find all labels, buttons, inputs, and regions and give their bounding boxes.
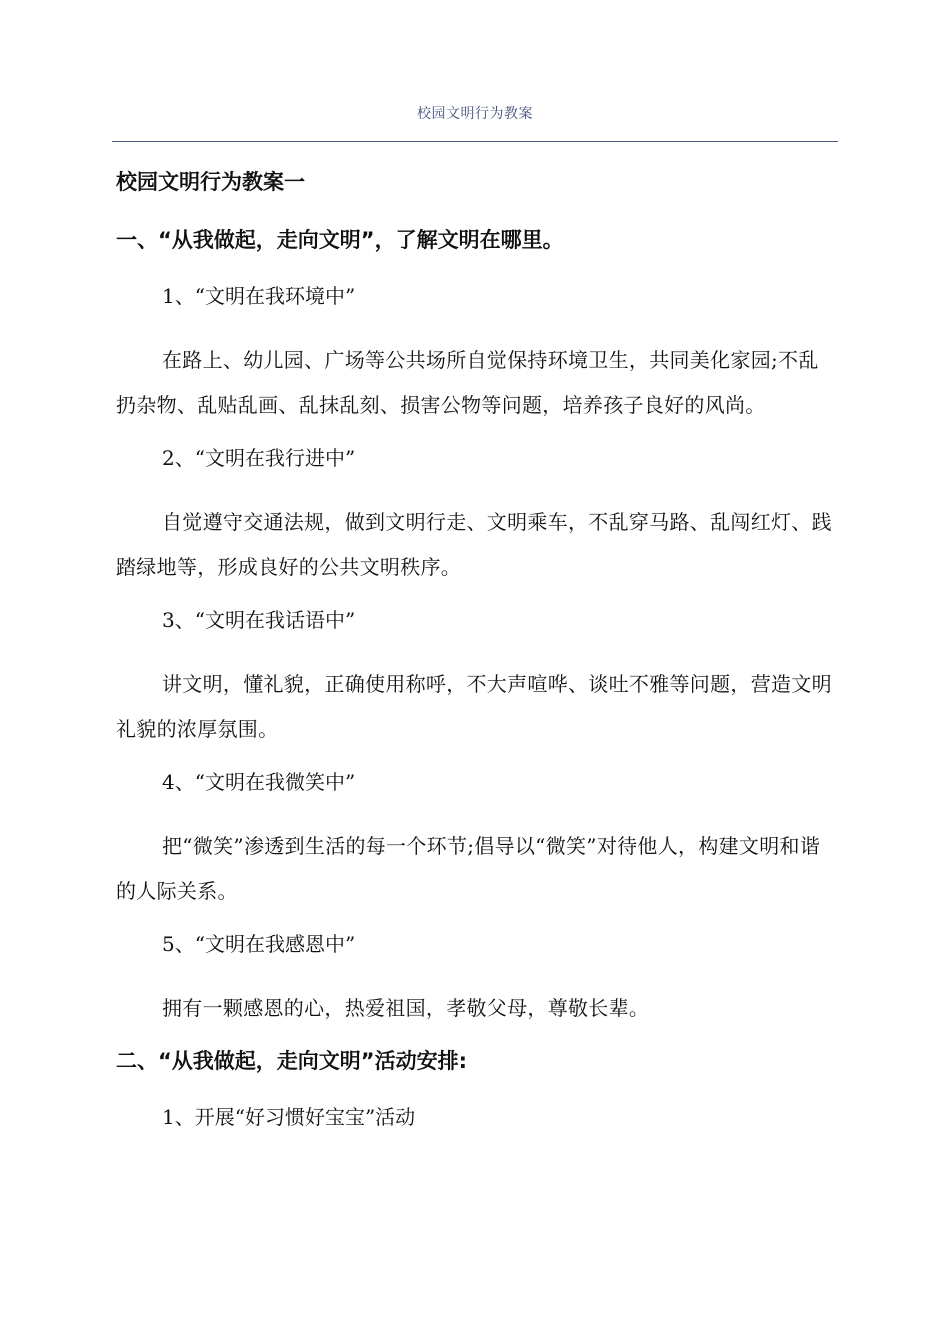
item-text-travel: 自觉遵守交通法规，做到文明行走、文明乘车，不乱穿马路、乱闯红灯、践踏绿地等，形成良好的公共文明秩序。	[116, 510, 832, 579]
running-header: 校园文明行为教案	[417, 106, 533, 122]
header-divider	[112, 141, 838, 142]
section-heading-2: 二、“从我做起，走向文明”活动安排:	[116, 1049, 468, 1073]
item-title-speech: 3、“文明在我话语中”	[162, 608, 356, 632]
document-body	[116, 166, 836, 1159]
item-title-environment: 1、“文明在我环境中”	[162, 284, 356, 308]
document-title: 校园文明行为教案一	[116, 170, 305, 194]
item-title-good-habits: 1、开展“好习惯好宝宝”活动	[162, 1105, 416, 1129]
item-title-gratitude: 5、“文明在我感恩中”	[162, 932, 356, 956]
item-title-travel: 2、“文明在我行进中”	[162, 446, 356, 470]
item-text-speech: 讲文明，懂礼貌，正确使用称呼，不大声喧哗、谈吐不雅等问题，营造文明礼貌的浓厚氛围。	[116, 672, 832, 741]
item-text-gratitude: 拥有一颗感恩的心，热爱祖国，孝敬父母，尊敬长辈。	[162, 996, 650, 1020]
item-text-environment: 在路上、幼儿园、广场等公共场所自觉保持环境卫生，共同美化家园;不乱扔杂物、乱贴乱画、乱抹乱刻、损害公物等问题，培养孩子良好的风尚。	[116, 348, 819, 417]
item-text-smile: 把“微笑”渗透到生活的每一个环节;倡导以“微笑”对待他人，构建文明和谐的人际关系。	[116, 834, 821, 903]
item-title-smile: 4、“文明在我微笑中”	[162, 770, 356, 794]
section-heading-1: 一、“从我做起，走向文明”，了解文明在哪里。	[116, 228, 564, 252]
